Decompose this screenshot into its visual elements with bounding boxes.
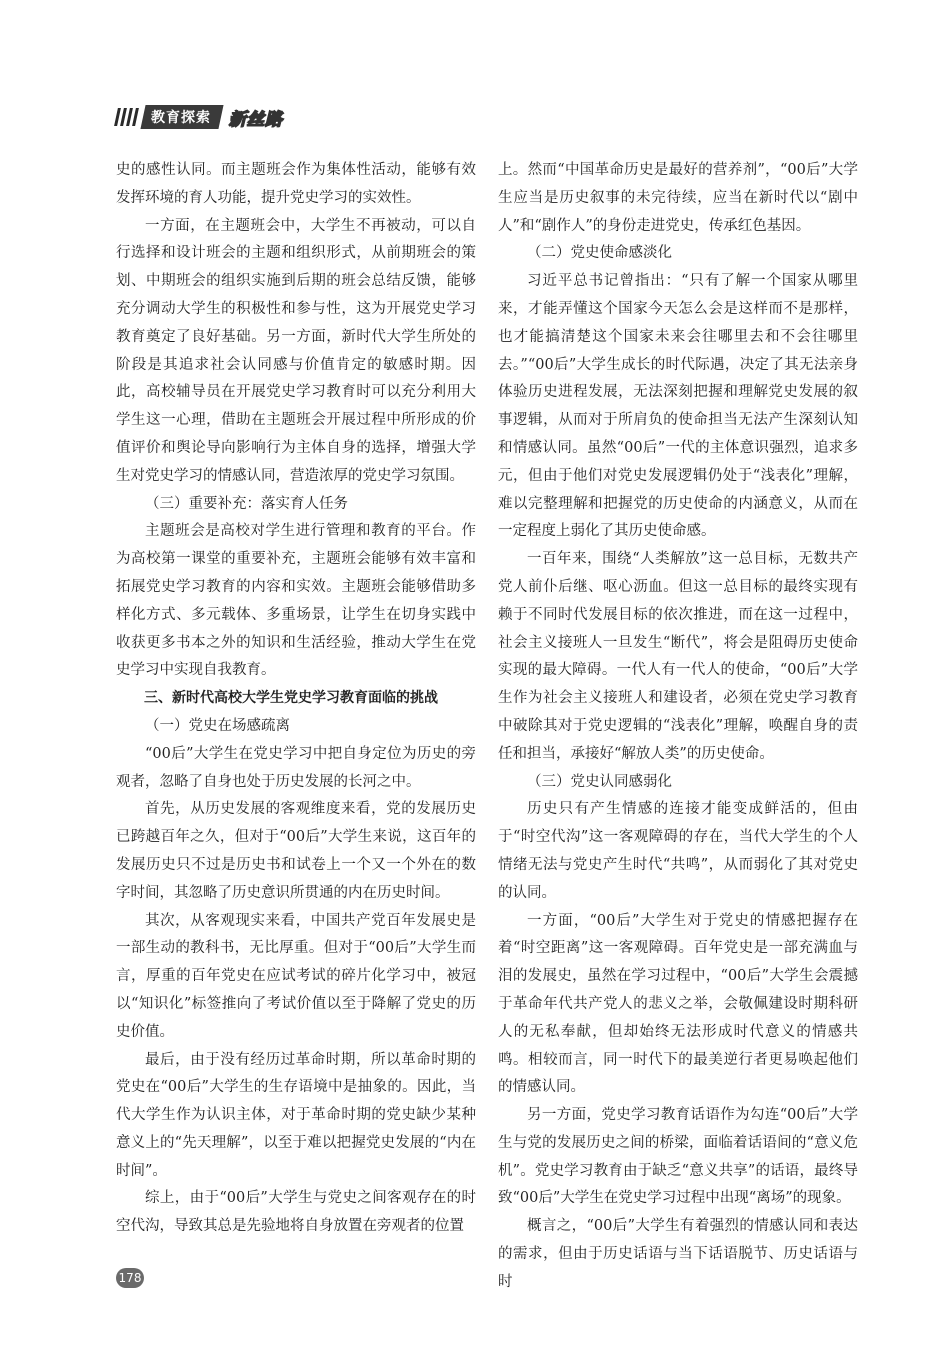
paragraph: 一百年来，围绕“人类解放”这一总目标，无数共产党人前仆后继、呕心沥血。但这一总目标的最终实现有赖于不同时代发展目标的依次推进，而在这一过程中，社会主义接班人一旦发生“断代”，将会是阻碍历史使命实现的最大障碍。一代人有一代人的使命，“00后”大学生作为社会主义接班人和建设者，必须在党史学习教育中破除其对于党史逻辑的“浅表化”理解，唤醒自身的责任和担当，承接好“解放人类”的历史使命。 — [498, 551, 858, 762]
running-header — [116, 106, 283, 128]
journal-logo: 新丝路 — [229, 109, 283, 130]
paragraph: 其次，从客观现实来看，中国共产党百年发展史是一部生动的教科书，无比厚重。但对于“00后”大学生而言，厚重的百年党史在应试考试的碎片化学习中，被冠以“知识化”标签推向了考试价值以至于降解了党史的历史价值。 — [116, 912, 476, 1040]
paragraph: 主题班会是高校对学生进行管理和教育的平台。作为高校第一课堂的重要补充，主题班会能够有效丰富和拓展党史学习教育的内容和实效。主题班会能够借助多样化方式、多元载体、多重场景，让学生在切身实践中收获更多书本之外的知识和生活经验，推动大学生在党史学习中实现自我教育。 — [116, 523, 476, 679]
subsection-heading: （二）党史使命感淡化 — [527, 245, 672, 262]
section-heading: 三、新时代高校大学生党史学习教育面临的挑战 — [144, 690, 438, 707]
subsection-heading: （一）党史在场感疏离 — [145, 717, 290, 734]
paragraph: “00后”大学生在党史学习中把自身定位为历史的旁观者，忽略了自身也处于历史发展的长河之中。 — [116, 745, 476, 790]
paragraph: 综上，由于“00后”大学生与党史之间客观存在的时空代沟，导致其总是先验地将自身放置在旁观者的位置 — [116, 1190, 476, 1235]
paragraph: 概言之，“00后”大学生有着强烈的情感认同和表达的需求，但由于历史话语与当下话语脱节、历史话语与时 — [498, 1218, 858, 1290]
paragraph-continued: 史的感性认同。而主题班会作为集体性活动，能够有效发挥环境的育人功能，提升党史学习的实效性。 — [116, 162, 476, 206]
header-stripes-icon — [116, 108, 137, 126]
paragraph: 首先，从历史发展的客观维度来看，党的发展历史已跨越百年之久，但对于“00后”大学生来说，这百年的发展历史只不过是历史书和试卷上一个又一个外在的数字时间，其忽略了历史意识所贯通的内在历史时间。 — [116, 801, 476, 901]
paragraph: 一方面，在主题班会中，大学生不再被动，可以自行选择和设计班会的主题和组织形式，从前期班会的策划、中期班会的组织实施到后期的班会总结反馈，能够充分调动大学生的积极性和参与性，这为开展党史学习教育奠定了良好基础。另一方面，新时代大学生所处的阶段是其追求社会认同感与价值肯定的敏感时期。因此，高校辅导员在开展党史学习教育时可以充分利用大学生这一心理，借助在主题班会开展过程中所形成的价值评价和舆论导向影响行为主体自身的选择，增强大学生对党史学习的情感认同，营造浓厚的党史学习氛围。 — [116, 217, 476, 484]
paragraph: 历史只有产生情感的连接才能变成鲜活的，但由于“时空代沟”这一客观障碍的存在，当代大学生的个人情绪无法与党史产生时代“共鸣”，从而弱化了其对党史的认同。 — [498, 801, 858, 901]
right-text-column — [498, 157, 858, 1297]
subsection-heading: （三）重要补充：落实育人任务 — [145, 495, 348, 512]
page-number: 178 — [116, 1268, 144, 1288]
paragraph: 习近平总书记曾指出：“只有了解一个国家从哪里来，才能弄懂这个国家今天怎么会是这样而不是那样，也才能搞清楚这个国家未来会往哪里去和不会往哪里去。”“00后”大学生成长的时代际遇，决定了其无法亲身体验历史进程发展，无法深刻把握和理解党史发展的叙事逻辑，从而对于所肩负的使命担当无法产生深刻认知和情感认同。虽然“00后”一代的主体意识强烈，追求多元，但由于他们对党史发展逻辑仍处于“浅表化”理解，难以完整理解和把握党的历史使命的内涵意义，从而在一定程度上弱化了其历史使命感。 — [498, 273, 858, 540]
section-label: 教育探索 — [140, 105, 223, 129]
paragraph: 最后，由于没有经历过革命时期，所以革命时期的党史在“00后”大学生的生存语境中是抽象的。因此，当代大学生作为认识主体，对于革命时期的党史缺少某种意义上的“先天理解”，以至于难以把握党史发展的“内在时间”。 — [116, 1051, 476, 1179]
paragraph: 另一方面，党史学习教育话语作为勾连“00后”大学生与党的发展历史之间的桥梁，面临着话语间的“意义危机”。党史学习教育由于缺乏“意义共享”的话语，最终导致“00后”大学生在党史学习过程中出现“离场”的现象。 — [498, 1107, 858, 1207]
subsection-heading: （三）党史认同感弱化 — [527, 773, 672, 790]
left-text-column — [116, 157, 476, 1241]
paragraph-continued: 上。然而“中国革命历史是最好的营养剂”，“00后”大学生应当是历史叙事的未完待续，应当在新时代以“剧中人”和“剧作人”的身份走进党史，传承红色基因。 — [498, 162, 858, 234]
paragraph: 一方面，“00后”大学生对于党史的情感把握存在着“时空距离”这一客观障碍。百年党史是一部充满血与泪的发展史，虽然在学习过程中，“00后”大学生会震撼于革命年代共产党人的悲义之举，会敬佩建设时期科研人的无私奉献，但却始终无法形成时代意义的情感共鸣。相较而言，同一时代下的最美逆行者更易唤起他们的情感认同。 — [498, 912, 858, 1096]
